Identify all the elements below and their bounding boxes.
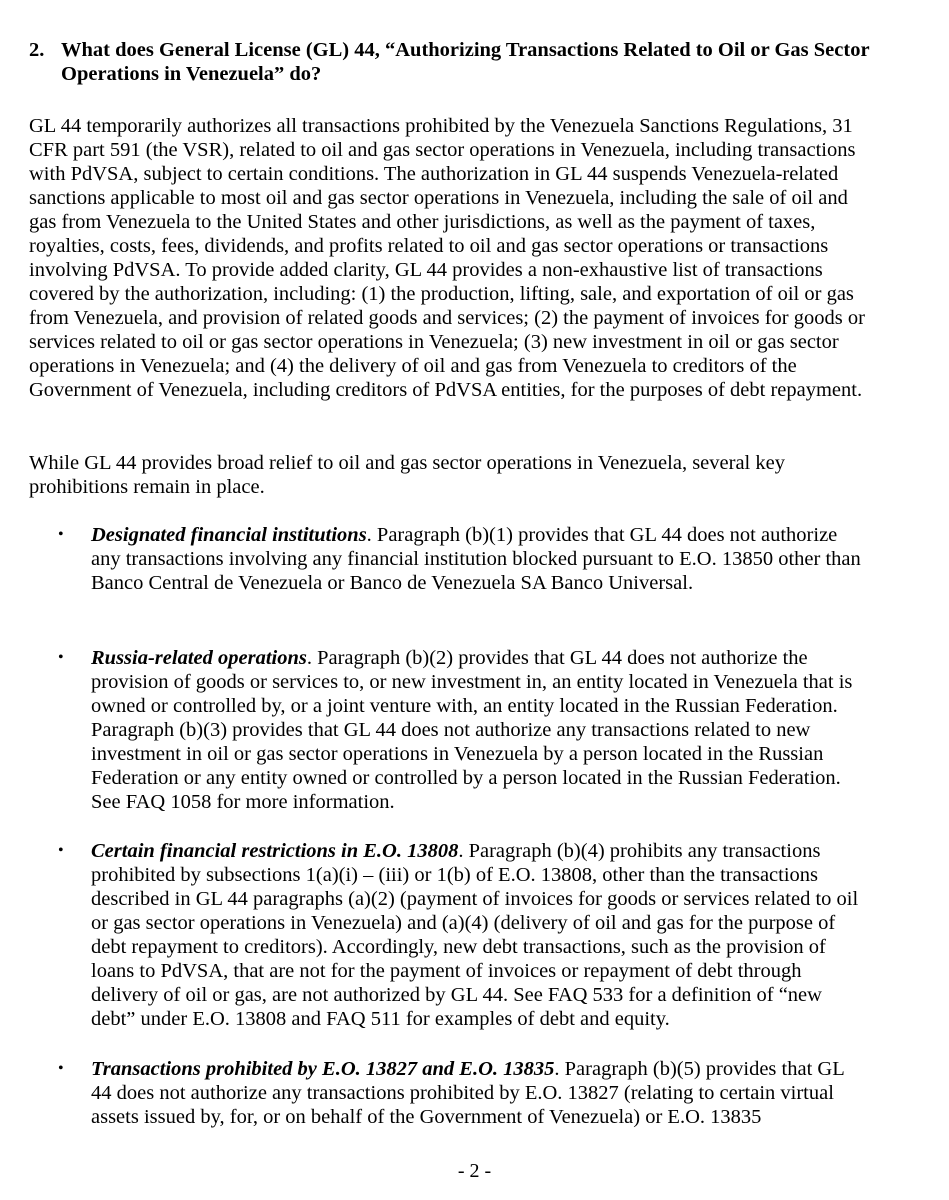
bullet-lead: Designated financial institutions xyxy=(91,524,367,546)
bullet-text: . Paragraph (b)(5) provides that GL 44 does not authorize any transactions prohibited by E.O. 13827 (relating to certain virtual assets issued by, for, or on behalf of the Government of Venezuela) or E.O. 13835 xyxy=(91,1058,844,1128)
bullet-text: . Paragraph (b)(1) provides that GL 44 does not authorize any transactions involving any financial institution blocked pursuant to E.O. 13850 other than Banco Central de Venezuela or Banco de Venezuela SA Banco Universal. xyxy=(91,524,861,594)
question-number: 2. xyxy=(29,39,45,61)
bullet-icon: • xyxy=(58,842,64,859)
bullet-icon: • xyxy=(58,649,64,666)
bullet-lead: Certain financial restrictions in E.O. 13808 xyxy=(91,840,459,862)
bullet-text: . Paragraph (b)(2) provides that GL 44 does not authorize the provision of goods or services to, or new investment in, an entity located in Venezuela that is owned or controlled by, or a joint venture with, an entity located in the Russian Federation. Paragraph (b)(3) provides that GL 44 does not authorize any transactions related to new investment in oil or gas sector operations in Venezuela by a person located in the Russian Federation or any entity owned or controlled by a person located in the Russian Federation. See FAQ 1058 for more information. xyxy=(91,647,853,813)
bullet-item xyxy=(58,646,868,814)
page-number: - 2 - xyxy=(457,1160,492,1182)
bullet-lead: Russia-related operations xyxy=(91,647,307,669)
question-heading xyxy=(29,38,899,86)
bullet-item xyxy=(58,523,868,595)
bullet-item xyxy=(58,1057,868,1129)
bullet-lead: Transactions prohibited by E.O. 13827 and E.O. 13835 xyxy=(91,1058,555,1080)
question-text: What does General License (GL) 44, “Authorizing Transactions Related to Oil or Gas Sector Operations in Venezuela” do? xyxy=(61,39,870,85)
bullet-text: . Paragraph (b)(4) prohibits any transactions prohibited by subsections 1(a)(i) – (iii) or 1(b) of E.O. 13808, other than the transactions described in GL 44 paragraphs (a)(2) (payment of invoices for goods or services related to oil or gas sector operations in Venezuela) and (a)(4) (delivery of oil and gas for the purpose of debt repayment to creditors). Accordingly, new debt transactions, such as the provision of loans to PdVSA, that are not for the payment of invoices or repayment of debt through delivery of oil or gas, are not authorized by GL 44. See FAQ 533 for a definition of “new debt” under E.O. 13808 and FAQ 511 for examples of debt and equity. xyxy=(91,840,859,1030)
bullet-icon: • xyxy=(58,526,64,543)
body-paragraph: While GL 44 provides broad relief to oil and gas sector operations in Venezuela, several key prohibitions remain in place. xyxy=(29,452,785,498)
body-paragraph: GL 44 temporarily authorizes all transactions prohibited by the Venezuela Sanctions Regulations, 31 CFR part 591 (the VSR), related to oil and gas sector operations in Venezuela, including transactions with PdVSA, subject to certain conditions. The authorization in GL 44 suspends Venezuela-related sanctions applicable to most oil and gas sector operations in Venezuela, including the sale of oil and gas from Venezuela to the United States and other jurisdictions, as well as the payment of taxes, royalties, costs, fees, dividends, and profits related to oil and gas sector operations or transactions involving PdVSA. To provide added clarity, GL 44 provides a non-exhaustive list of transactions covered by the authorization, including: (1) the production, lifting, sale, and exportation of oil or gas from Venezuela, and provision of related goods and services; (2) the payment of invoices for goods or services related to oil or gas sector operations in Venezuela; (3) new investment in oil or gas sector operations in Venezuela; and (4) the delivery of oil and gas from Venezuela to creditors of the Government of Venezuela, including creditors of PdVSA entities, for the purposes of debt repayment. xyxy=(29,115,865,401)
bullet-icon: • xyxy=(58,1060,64,1077)
bullet-item xyxy=(58,839,868,1031)
